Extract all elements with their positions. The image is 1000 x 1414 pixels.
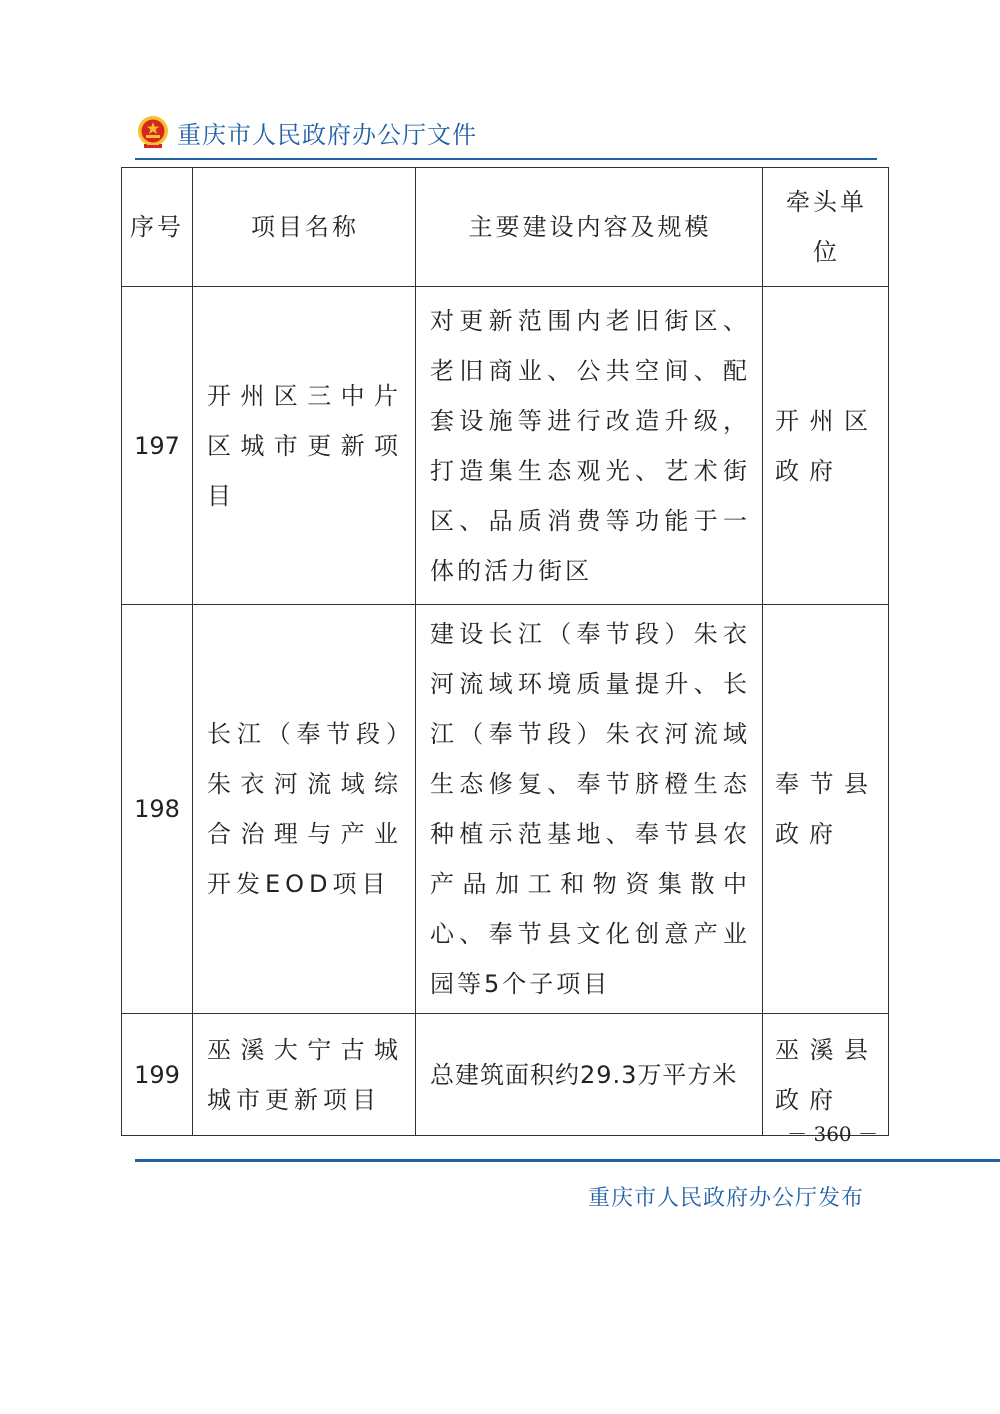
row-content-text: 对更新范围内老旧街区、老旧商业、公共空间、配套设施等进行改造升级，打造集生态观光、艺术街区、品质消费等功能于一体的活力街区 xyxy=(430,306,750,585)
row-no: 197 xyxy=(122,287,193,605)
header-divider xyxy=(135,158,877,160)
header-title: 重庆市人民政府办公厅文件 xyxy=(177,120,477,149)
row-org xyxy=(763,605,889,1014)
footer-publisher: 重庆市人民政府办公厅发布 xyxy=(587,1186,864,1211)
footer-divider xyxy=(135,1159,1000,1162)
row-name-text: 长江（奉节段）朱衣河流域综合治理与产业开发EOD项目 xyxy=(207,720,403,898)
row-no: 199 xyxy=(122,1014,193,1136)
row-org xyxy=(763,287,889,605)
national-emblem-icon xyxy=(135,114,171,150)
table-row xyxy=(122,287,889,605)
table-header-row xyxy=(122,168,889,287)
page-number: － 360 － xyxy=(787,1122,878,1146)
row-org-text: 巫溪县政府 xyxy=(775,1035,878,1114)
table-row xyxy=(122,605,889,1014)
row-org-text: 开州区政府 xyxy=(775,406,878,485)
row-name xyxy=(193,287,416,605)
column-header-name: 项目名称 xyxy=(193,168,416,287)
project-table xyxy=(121,167,889,1136)
row-name-text: 巫溪大宁古城城市更新项目 xyxy=(207,1035,403,1114)
row-content-text: 建设长江（奉节段）朱衣河流域环境质量提升、长江（奉节段）朱衣河流域生态修复、奉节脐橙生态种植示范基地、奉节县农产品加工和物资集散中心、奉节县文化创意产业园等5个子项目 xyxy=(430,620,750,998)
column-header-org-label: 牵头单位 xyxy=(786,188,867,266)
table-row xyxy=(122,1014,889,1136)
row-name xyxy=(193,1014,416,1136)
row-content xyxy=(416,287,763,605)
row-no: 198 xyxy=(122,605,193,1014)
column-header-org xyxy=(763,168,889,287)
row-content xyxy=(416,605,763,1014)
row-content-text: 总建筑面积约29.3万平方米 xyxy=(430,1060,738,1089)
row-name xyxy=(193,605,416,1014)
column-header-no: 序号 xyxy=(122,168,193,287)
row-name-text: 开州区三中片区城市更新项目 xyxy=(207,381,403,510)
row-org-text: 奉节县政府 xyxy=(775,770,878,848)
column-header-content: 主要建设内容及规模 xyxy=(416,168,763,287)
document-header xyxy=(135,112,477,152)
row-content xyxy=(416,1014,763,1136)
